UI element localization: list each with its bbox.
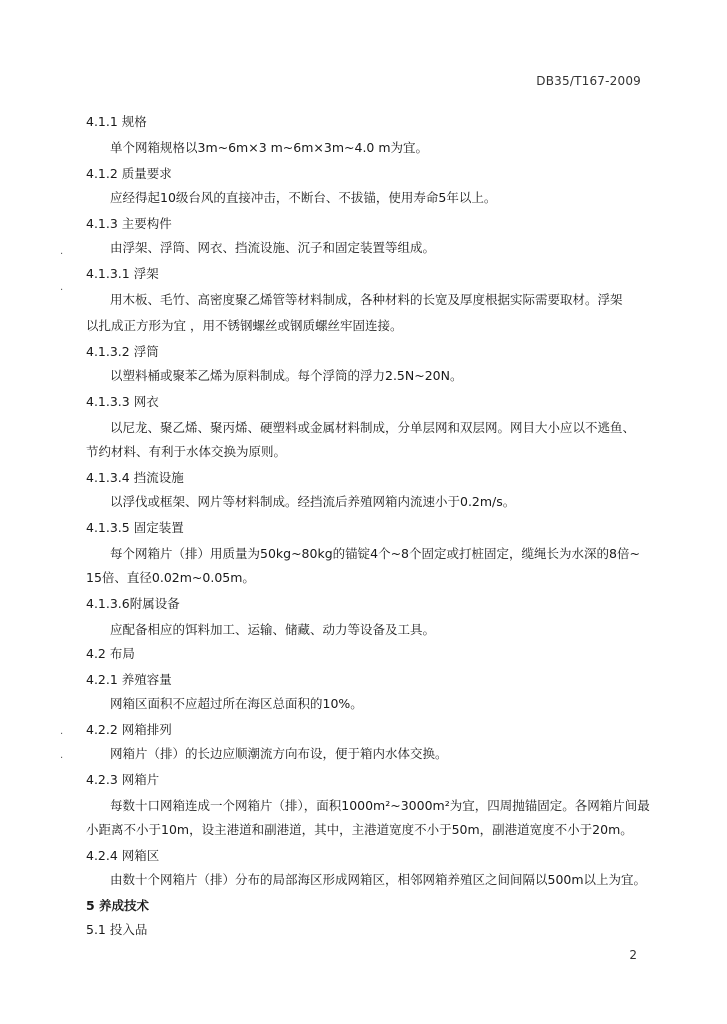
margin-mark: . xyxy=(60,246,64,257)
paragraph-line: 小距离不小于10m，设主港道和副港道，其中，主港道宽度不小于50m，副港道宽度不小于20m。 xyxy=(86,822,633,837)
section-heading: 4.1.2 质量要求 xyxy=(86,166,172,181)
margin-mark: . xyxy=(60,282,64,293)
paragraph-line: 由浮架、浮筒、网衣、挡流设施、沉子和固定装置等组成。 xyxy=(110,240,436,255)
paragraph-line: 应经得起10级台风的直接冲击，不断台、不拔锚，使用寿命5年以上。 xyxy=(110,190,497,205)
section-heading: 4.1.3.3 网衣 xyxy=(86,394,159,409)
margin-mark: . xyxy=(60,750,64,761)
document-code: DB35/T167-2009 xyxy=(536,74,641,88)
section-heading: 4.2.1 养殖容量 xyxy=(86,672,172,687)
section-heading: 4.1.3.5 固定装置 xyxy=(86,520,184,535)
page-number: 2 xyxy=(629,948,637,962)
paragraph-line: 15倍、直径0.02m~0.05m。 xyxy=(86,570,255,585)
paragraph-line: 网箱片（排）的长边应顺潮流方向布设，便于箱内水体交换。 xyxy=(110,746,448,761)
section-heading: 4.1.3 主要构件 xyxy=(86,216,172,231)
paragraph-line: 每数十口网箱连成一个网箱片（排），面积1000m²~3000m²为宜，四周抛锚固定。各网箱片间最 xyxy=(110,798,650,813)
section-heading: 4.2 布局 xyxy=(86,646,135,661)
section-heading: 4.1.3.4 挡流设施 xyxy=(86,470,184,485)
section-heading: 4.1.3.2 浮筒 xyxy=(86,344,159,359)
section-heading: 4.2.3 网箱片 xyxy=(86,772,160,787)
margin-mark: . xyxy=(60,726,64,737)
section-heading: 4.2.4 网箱区 xyxy=(86,848,160,863)
paragraph-line: 以扎成正方形为宜 ，用不锈钢螺丝或钢质螺丝牢固连接。 xyxy=(86,318,403,333)
paragraph-line: 用木板、毛竹、高密度聚乙烯管等材料制成，各种材料的长宽及厚度根据实际需要取材。浮架 xyxy=(110,292,623,307)
section-heading: 4.1.3.1 浮架 xyxy=(86,266,159,281)
paragraph-line: 以尼龙、聚乙烯、聚丙烯、硬塑料或金属材料制成，分单层网和双层网。网目大小应以不逃鱼、 xyxy=(110,420,636,435)
paragraph-line: 单个网箱规格以3m~6m×3 m~6m×3m~4.0 m为宜。 xyxy=(110,140,429,155)
paragraph-line: 网箱区面积不应超过所在海区总面积的10%。 xyxy=(110,696,363,711)
paragraph-line: 节约材料、有利于水体交换为原则。 xyxy=(86,444,287,459)
section-heading: 4.1.1 规格 xyxy=(86,114,147,129)
section-heading: 5.1 投入品 xyxy=(86,922,148,937)
paragraph-line: 每个网箱片（排）用质量为50kg~80kg的锚锭4个~8个固定或打桩固定，缆绳长为水深的8倍~ xyxy=(110,546,640,561)
paragraph-line: 由数十个网箱片（排）分布的局部海区形成网箱区，相邻网箱养殖区之间间隔以500m以上为宜。 xyxy=(110,872,647,887)
section-heading: 4.2.2 网箱排列 xyxy=(86,722,172,737)
paragraph-line: 应配备相应的饵料加工、运输、储藏、动力等设备及工具。 xyxy=(110,622,436,637)
chapter-heading: 5 养成技术 xyxy=(86,898,150,913)
paragraph-line: 以浮伐或框架、网片等材料制成。经挡流后养殖网箱内流速小于0.2m/s。 xyxy=(110,494,516,509)
paragraph-line: 以塑料桶或聚苯乙烯为原料制成。每个浮筒的浮力2.5N~20N。 xyxy=(110,368,463,383)
section-heading: 4.1.3.6附属设备 xyxy=(86,596,180,611)
